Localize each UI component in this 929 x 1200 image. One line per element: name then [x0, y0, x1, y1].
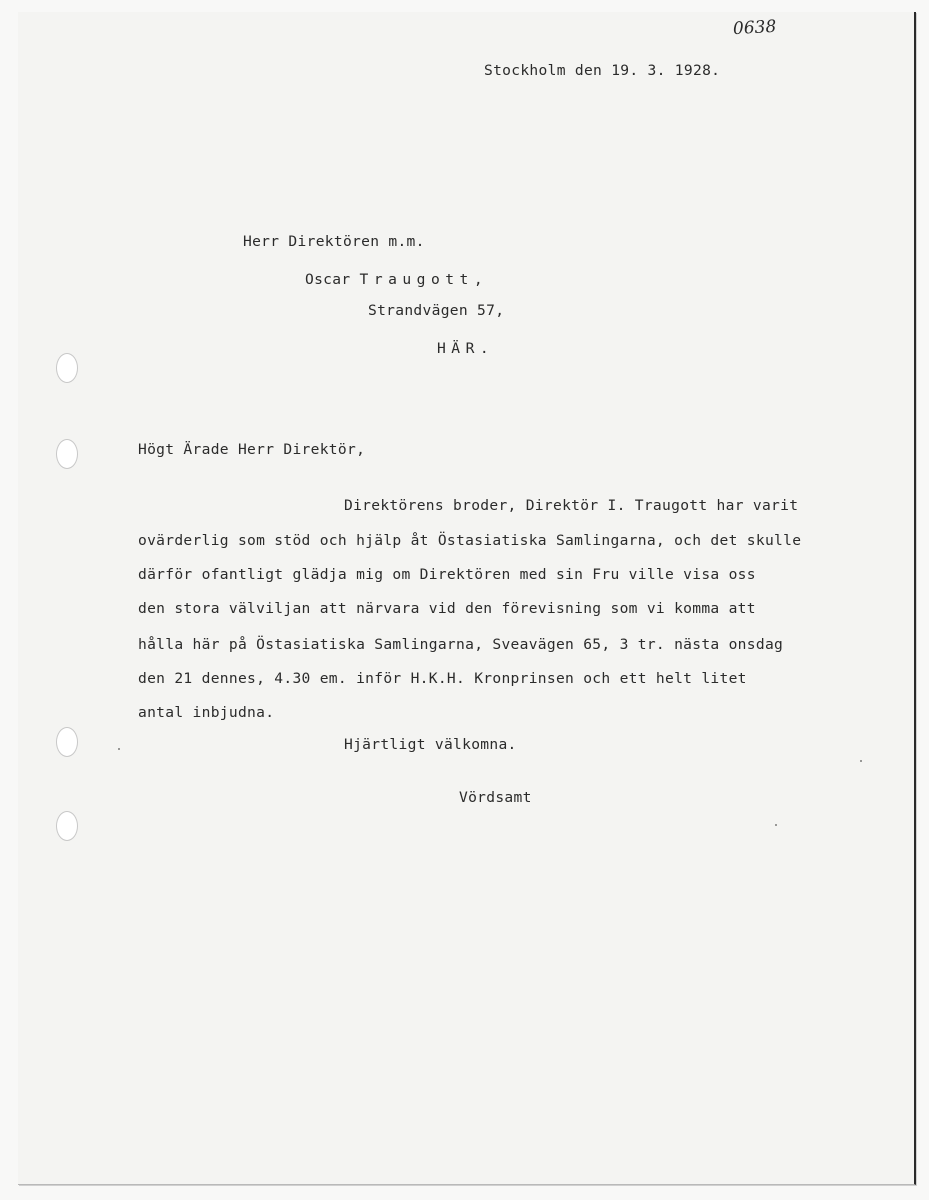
body-line: hålla här på Östasiatiska Samlingarna, Sveavägen 65, 3 tr. nästa onsdag [138, 636, 784, 653]
paper-page [18, 12, 916, 1185]
body-line: den 21 dennes, 4.30 em. inför H.K.H. Kronprinsen och ett helt litet [138, 670, 747, 687]
body-line: den stora välviljan att närvara vid den förevisning som vi komma att [138, 600, 756, 617]
punch-hole [56, 353, 78, 383]
paper-speck [860, 760, 862, 762]
paper-speck [118, 748, 120, 750]
address-line-city: HÄR. [437, 340, 495, 357]
body-line: Direktörens broder, Direktör I. Traugott har varit [344, 497, 799, 514]
body-line: antal inbjudna. [138, 704, 275, 721]
body-line: ovärderlig som stöd och hjälp åt Östasiatiska Samlingarna, och det skulle [138, 532, 802, 549]
salutation: Högt Ärade Herr Direktör, [138, 441, 366, 458]
punch-hole [56, 811, 78, 841]
address-last-name: Traugott, [359, 271, 489, 288]
date-line: Stockholm den 19. 3. 1928. [484, 62, 721, 79]
punch-hole [56, 439, 78, 469]
address-line-street: Strandvägen 57, [368, 302, 505, 319]
archive-number: 0638 [732, 16, 777, 40]
paper-speck [775, 824, 777, 826]
address-line-title: Herr Direktören m.m. [243, 233, 425, 250]
punch-hole [56, 727, 78, 757]
closing-line: Vördsamt [459, 789, 532, 806]
body-line: därför ofantligt glädja mig om Direktören med sin Fru ville visa oss [138, 566, 756, 583]
welcome-line: Hjärtligt välkomna. [344, 736, 517, 753]
address-first-name: Oscar [305, 271, 351, 288]
address-line-name [305, 271, 488, 288]
